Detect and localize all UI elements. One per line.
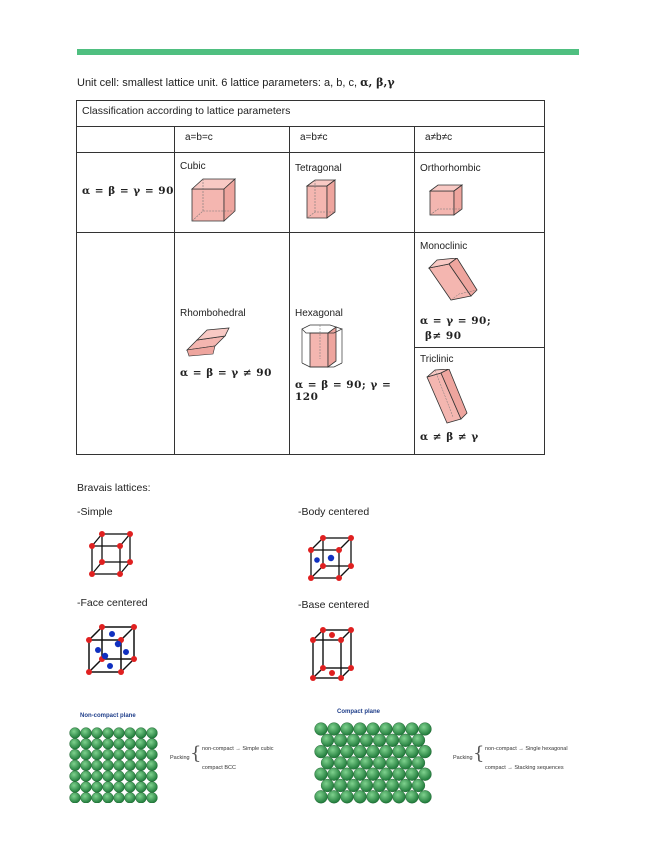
sphere xyxy=(136,792,147,803)
sphere xyxy=(70,792,81,803)
sphere xyxy=(328,768,341,781)
sphere xyxy=(147,749,158,760)
sphere xyxy=(136,728,147,739)
hexagonal-cell xyxy=(290,233,415,455)
packing-word-left: Packing xyxy=(170,755,190,761)
mono-tri-cell xyxy=(415,233,545,455)
sphere xyxy=(399,757,412,770)
sphere xyxy=(393,745,406,758)
sphere xyxy=(125,771,136,782)
sphere xyxy=(380,790,393,803)
sphere xyxy=(70,771,81,782)
sphere xyxy=(412,734,425,747)
sphere xyxy=(386,779,399,792)
sphere xyxy=(347,734,360,747)
sphere xyxy=(103,738,114,749)
sphere xyxy=(315,745,328,758)
header-col-1: a=b=c xyxy=(175,127,290,153)
sphere xyxy=(147,792,158,803)
sphere xyxy=(347,779,360,792)
orthorhombic-label: Orthorhombic xyxy=(420,163,481,174)
sphere xyxy=(147,782,158,793)
sphere xyxy=(103,792,114,803)
sphere xyxy=(321,757,334,770)
sphere xyxy=(354,745,367,758)
sphere xyxy=(103,760,114,771)
sphere xyxy=(412,757,425,770)
sphere xyxy=(315,768,328,781)
compact-packing-note xyxy=(453,743,583,776)
non-compact-plane-title: Non-compact plane xyxy=(80,713,136,719)
sphere xyxy=(136,782,147,793)
sphere xyxy=(406,790,419,803)
table-caption-cell xyxy=(77,101,545,127)
sphere xyxy=(125,760,136,771)
intro-text xyxy=(77,76,395,89)
sphere xyxy=(321,734,334,747)
sphere xyxy=(419,723,432,736)
sphere xyxy=(114,771,125,782)
sphere xyxy=(354,723,367,736)
sphere xyxy=(406,745,419,758)
sphere xyxy=(125,782,136,793)
sphere xyxy=(125,749,136,760)
sphere xyxy=(103,728,114,739)
sphere xyxy=(341,723,354,736)
body-centered-label: -Body centered xyxy=(298,506,370,518)
sphere xyxy=(347,757,360,770)
sphere xyxy=(92,792,103,803)
row2-empty-cell xyxy=(77,233,175,455)
sphere xyxy=(334,734,347,747)
sphere xyxy=(114,749,125,760)
monoclinic-subcell xyxy=(415,233,544,348)
sphere xyxy=(103,749,114,760)
sphere xyxy=(406,768,419,781)
sphere xyxy=(70,738,81,749)
row1-condition: α = β = γ = 90 xyxy=(82,185,174,197)
rhombohedral-cell xyxy=(175,233,290,455)
sphere xyxy=(367,745,380,758)
sphere xyxy=(136,771,147,782)
sphere xyxy=(114,760,125,771)
sphere xyxy=(81,771,92,782)
orthorhombic-cell xyxy=(415,153,545,233)
sphere xyxy=(360,779,373,792)
simple-label: -Simple xyxy=(77,506,113,518)
sphere xyxy=(373,779,386,792)
header-empty xyxy=(77,127,175,153)
sphere xyxy=(334,757,347,770)
header-col-3: a≠b≠c xyxy=(415,127,545,153)
sphere xyxy=(81,782,92,793)
tetragonal-cell-icon xyxy=(304,178,340,220)
sphere xyxy=(399,734,412,747)
sphere xyxy=(81,749,92,760)
sphere xyxy=(147,771,158,782)
base-centered-label: -Base centered xyxy=(298,599,370,611)
sphere xyxy=(92,760,103,771)
sphere xyxy=(92,728,103,739)
hexagonal-label: Hexagonal xyxy=(295,308,343,319)
sphere xyxy=(380,768,393,781)
sphere xyxy=(81,738,92,749)
sphere xyxy=(341,768,354,781)
sphere xyxy=(70,749,81,760)
compact-plane-title: Compact plane xyxy=(337,709,381,715)
sphere xyxy=(321,779,334,792)
sphere xyxy=(386,757,399,770)
packing-word-right: Packing xyxy=(453,755,473,761)
sphere xyxy=(412,779,425,792)
sphere xyxy=(334,779,347,792)
header-accent-bar xyxy=(77,49,579,55)
sphere xyxy=(315,723,328,736)
sphere xyxy=(367,790,380,803)
sphere xyxy=(114,728,125,739)
sphere xyxy=(147,738,158,749)
sphere xyxy=(341,790,354,803)
hexagonal-equation: α = β = 90; γ = 120 xyxy=(295,379,392,403)
lattice-classification-table xyxy=(76,100,545,455)
simple-cubic-lattice-icon xyxy=(86,528,136,580)
intro-line: Unit cell: smallest lattice unit. 6 lattice parameters: a, b, c, xyxy=(77,77,361,89)
orthorhombic-cell-icon xyxy=(427,183,465,217)
sphere xyxy=(360,734,373,747)
rhombohedral-equation: α = β = γ ≠ 90 xyxy=(180,367,272,379)
sphere xyxy=(393,768,406,781)
sphere xyxy=(125,792,136,803)
rhombohedral-cell-icon xyxy=(185,326,231,358)
sphere xyxy=(114,738,125,749)
sphere xyxy=(393,790,406,803)
packing-left-line1: non-compact → Simple cubic xyxy=(202,746,274,752)
sphere xyxy=(114,792,125,803)
triclinic-equation: α ≠ β ≠ γ xyxy=(420,431,479,443)
row1-condition-cell xyxy=(77,153,175,233)
monoclinic-cell-icon xyxy=(425,258,479,308)
compact-sphere-grid xyxy=(314,722,432,804)
header-col-2: a=b≠c xyxy=(290,127,415,153)
bravais-title: Bravais lattices: xyxy=(77,482,151,494)
sphere xyxy=(328,745,341,758)
sphere xyxy=(70,728,81,739)
sphere xyxy=(92,782,103,793)
packing-right-line2: compact → Stacking sequences xyxy=(485,765,564,771)
monoclinic-equation-2: β≠ 90 xyxy=(425,330,462,342)
sphere xyxy=(419,768,432,781)
sphere xyxy=(147,728,158,739)
sphere xyxy=(81,728,92,739)
sphere xyxy=(328,723,341,736)
sphere xyxy=(373,757,386,770)
triclinic-label: Triclinic xyxy=(420,354,454,365)
sphere xyxy=(125,728,136,739)
sphere xyxy=(103,771,114,782)
face-centered-label: -Face centered xyxy=(77,597,148,609)
sphere xyxy=(419,790,432,803)
sphere xyxy=(399,779,412,792)
body-centered-lattice-icon xyxy=(305,532,357,584)
cubic-cell xyxy=(175,153,290,233)
sphere xyxy=(360,757,373,770)
sphere xyxy=(70,760,81,771)
sphere xyxy=(136,749,147,760)
table-caption: Classification according to lattice parameters xyxy=(82,105,291,117)
sphere xyxy=(70,782,81,793)
face-centered-lattice-icon xyxy=(84,622,140,678)
sphere xyxy=(367,768,380,781)
sphere xyxy=(380,745,393,758)
sphere xyxy=(328,790,341,803)
non-compact-packing-note xyxy=(170,743,290,776)
monoclinic-equation-1: α = γ = 90; xyxy=(420,315,492,327)
cubic-cell-icon xyxy=(189,177,239,223)
sphere xyxy=(315,790,328,803)
sphere xyxy=(136,760,147,771)
sphere xyxy=(114,782,125,793)
sphere xyxy=(92,771,103,782)
sphere xyxy=(354,768,367,781)
brace-right: { xyxy=(473,743,485,764)
monoclinic-label: Monoclinic xyxy=(420,241,468,252)
tetragonal-cell xyxy=(290,153,415,233)
sphere xyxy=(147,760,158,771)
sphere xyxy=(380,723,393,736)
packing-right-line1: non-compact → Single hexagonal xyxy=(485,746,568,752)
sphere xyxy=(92,749,103,760)
sphere xyxy=(367,723,380,736)
tetragonal-label: Tetragonal xyxy=(295,163,342,174)
sphere xyxy=(103,782,114,793)
triclinic-cell-icon xyxy=(425,369,469,427)
sphere xyxy=(136,738,147,749)
sphere xyxy=(386,734,399,747)
sphere xyxy=(81,760,92,771)
packing-left-line2: compact BCC xyxy=(202,765,236,771)
rhombohedral-label: Rhombohedral xyxy=(180,308,246,319)
sphere xyxy=(354,790,367,803)
sphere xyxy=(373,734,386,747)
sphere xyxy=(341,745,354,758)
sphere xyxy=(92,738,103,749)
sphere xyxy=(81,792,92,803)
sphere xyxy=(419,745,432,758)
cubic-label: Cubic xyxy=(180,161,206,172)
hexagonal-cell-icon xyxy=(298,323,348,371)
sphere xyxy=(393,723,406,736)
triclinic-subcell xyxy=(415,347,544,455)
sphere xyxy=(406,723,419,736)
brace-left: { xyxy=(190,743,202,764)
non-compact-sphere-grid xyxy=(69,727,159,803)
sphere xyxy=(125,738,136,749)
intro-greek: α, β,γ xyxy=(360,76,395,89)
base-centered-lattice-icon xyxy=(307,626,357,684)
